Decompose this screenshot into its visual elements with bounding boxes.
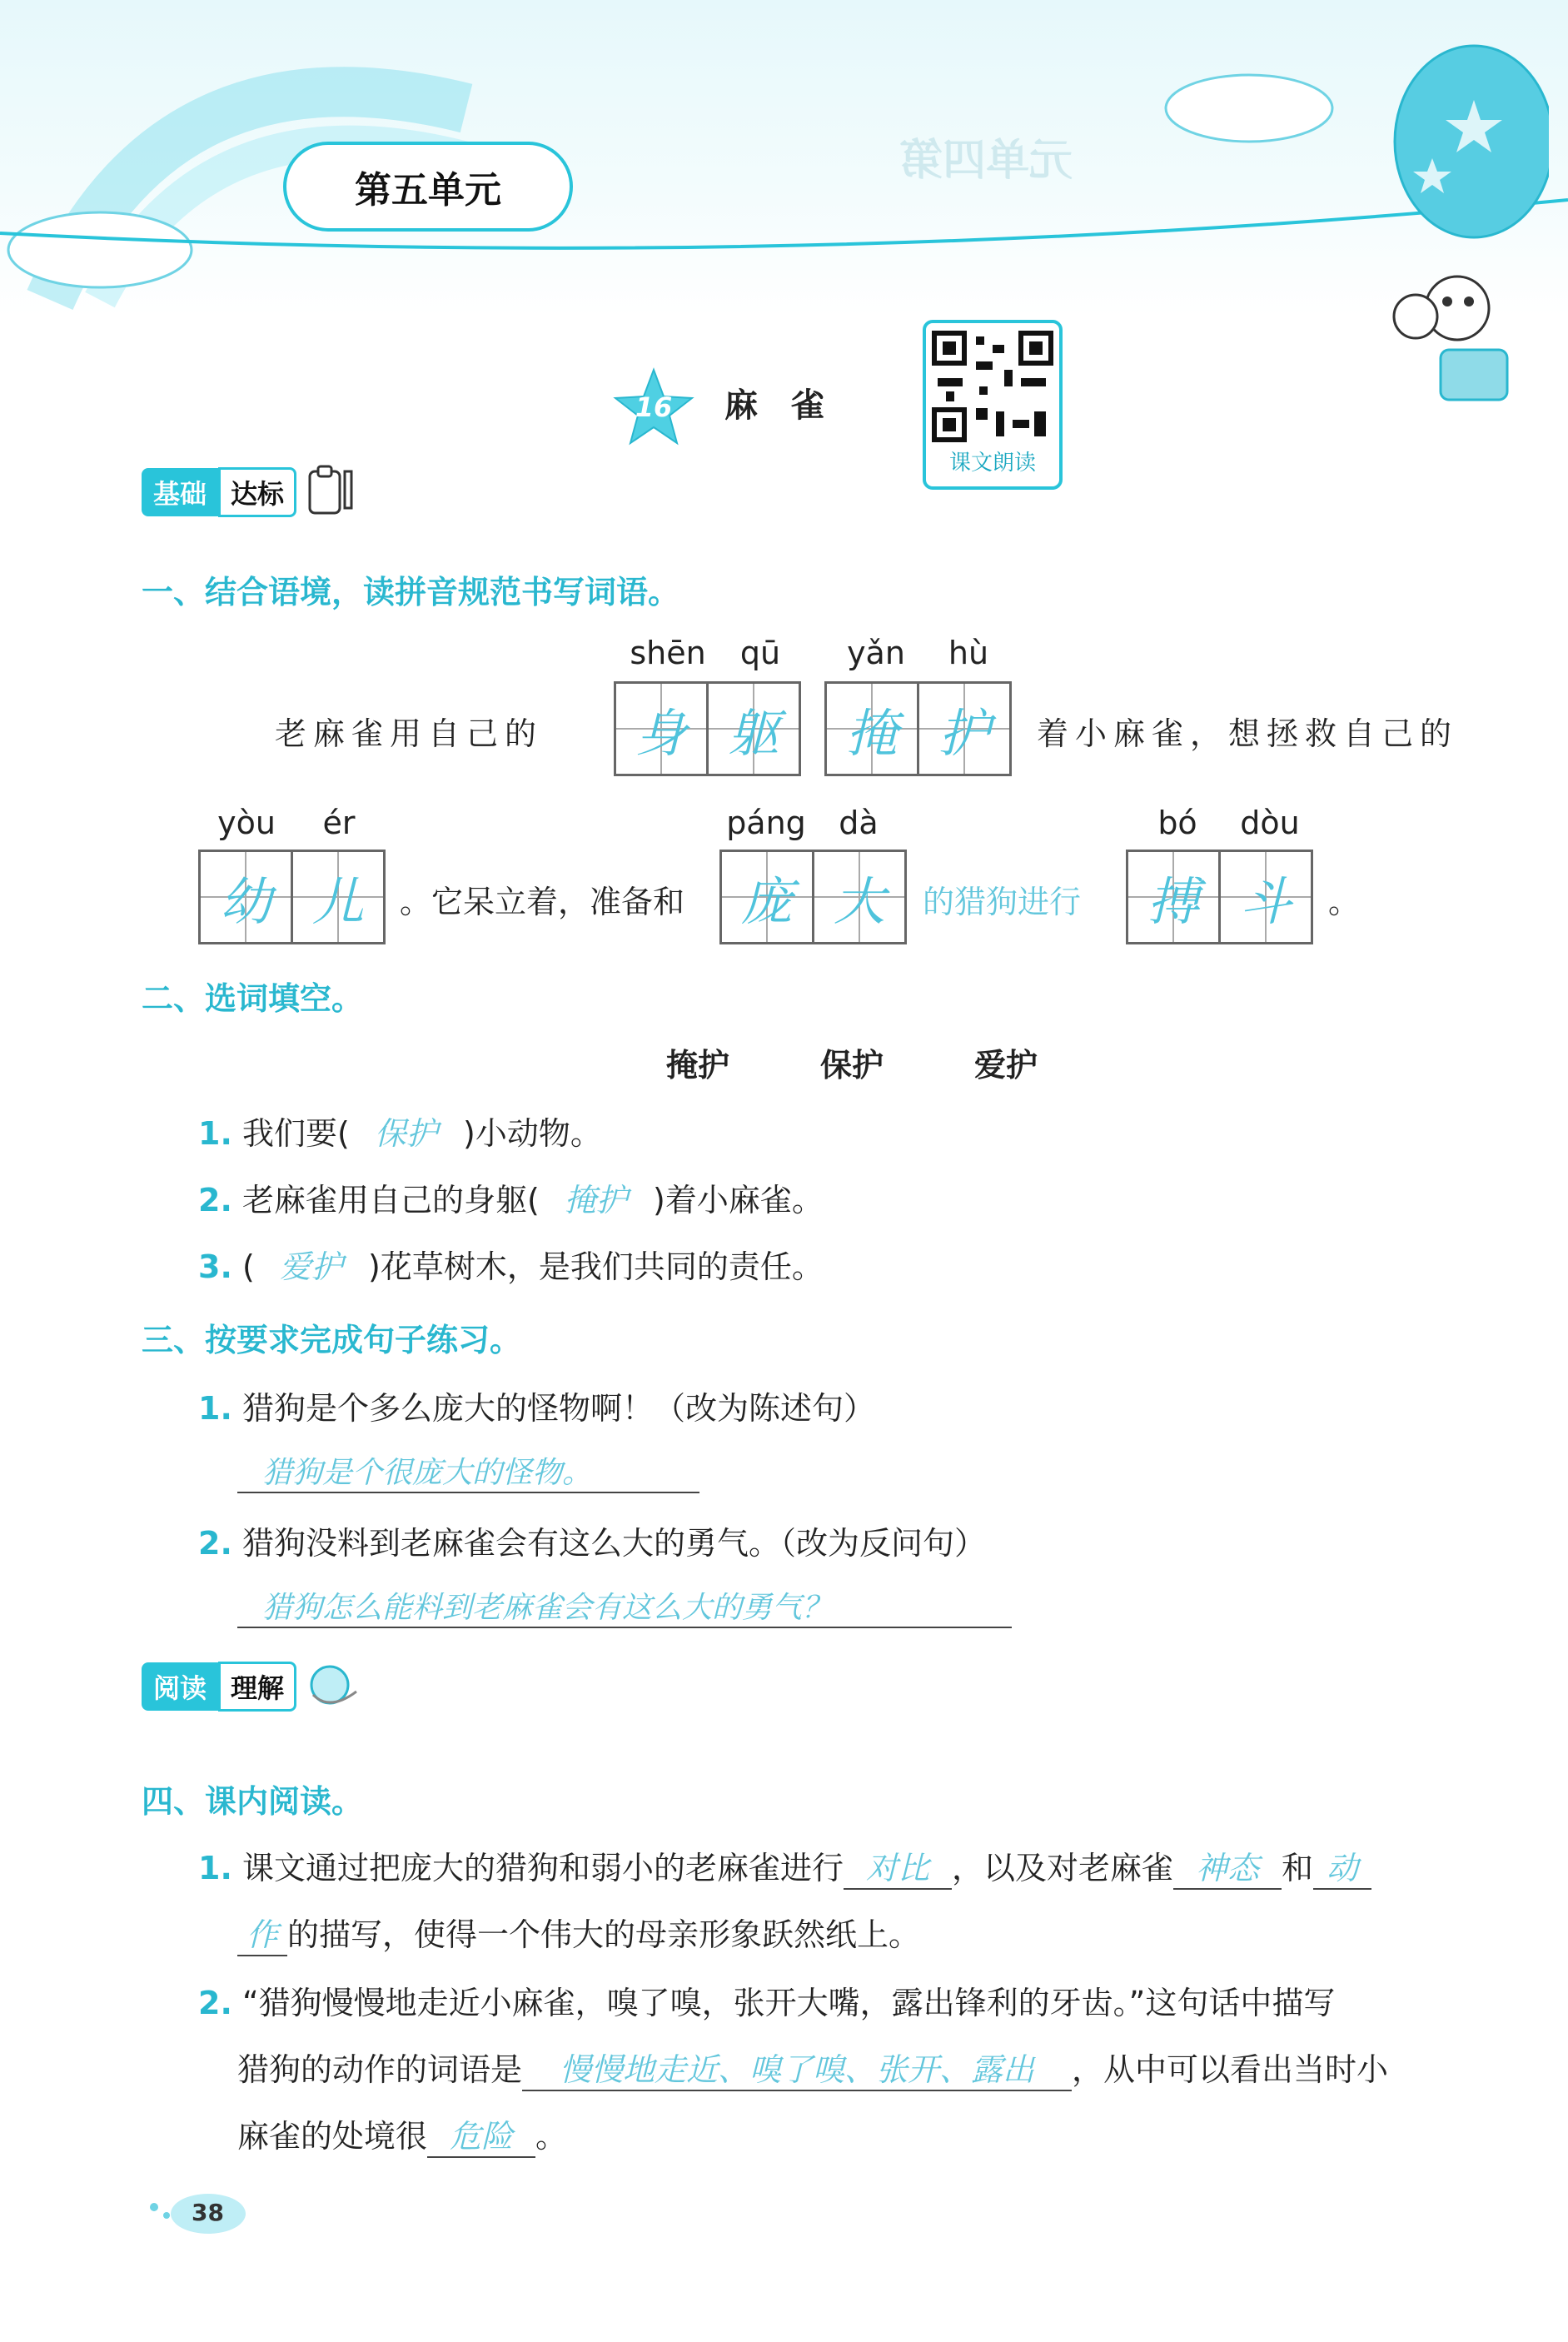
q2-answer-1: 保护 xyxy=(374,1115,438,1152)
word-grid-youer xyxy=(198,850,386,944)
word-grid-pangda xyxy=(719,850,907,944)
page-number: 38 xyxy=(192,2199,224,2226)
lesson-title: 麻雀 xyxy=(724,386,858,425)
q4-item-1-line2: 作 的描写，使得一个伟大的母亲形象跃然纸上。 xyxy=(237,1909,920,1956)
globe-icon xyxy=(306,1662,365,1712)
answer-char-you: 幼 xyxy=(219,870,271,932)
q2-item-2: 2. 老麻雀用自己的身躯( 掩护 )着小麻雀。 xyxy=(198,1182,824,1218)
choice-yanhu: 掩护 xyxy=(666,1047,730,1084)
q1-line2-mid2: 的猎狗进行 xyxy=(923,884,1082,920)
faded-unit-title: 元单四第 xyxy=(899,136,1073,186)
pinyin-yan: yǎn xyxy=(847,635,905,671)
pinyin-dou: dòu xyxy=(1240,805,1300,841)
answer-char-yan: 掩 xyxy=(845,702,898,764)
section-tag-reading xyxy=(142,1662,365,1712)
q4-answer-danger: 危险 xyxy=(427,2110,535,2158)
q4-item-2-line2: 猎狗的动作的词语是 慢慢地走近、嗅了嗅、张开、露出 ，从中可以看出当时小 xyxy=(237,2044,1388,2091)
answer-char-pang: 庞 xyxy=(740,870,793,932)
q4-answer-action-part2: 作 xyxy=(237,1909,287,1956)
pinyin-you: yòu xyxy=(217,805,276,841)
q1-line1-mid: 着小麻雀，想拯救自己的 xyxy=(1037,715,1459,752)
qr-code-icon xyxy=(929,328,1056,445)
pinyin-da: dà xyxy=(839,805,879,841)
balloon-illustration xyxy=(1382,33,1549,425)
q3-item-2: 2. 猎狗没料到老麻雀会有这么大的勇气。（改为反问句） xyxy=(198,1525,986,1562)
word-grid-yanhu xyxy=(824,681,1012,776)
answer-char-er: 儿 xyxy=(311,870,364,932)
q4-answer-action-part1: 动 xyxy=(1313,1842,1371,1890)
section-tag-reading-dark: 阅读 xyxy=(142,1662,218,1711)
word-grid-shenqu xyxy=(614,681,801,776)
q1-line2-end: 。 xyxy=(1328,884,1361,920)
q4-item-1-line1: 1. 课文通过把庞大的猎狗和弱小的老麻雀进行 对比 ，以及对老麻雀 神态 和 动 xyxy=(198,1842,1371,1890)
q4-answer-contrast: 对比 xyxy=(844,1842,952,1890)
pinyin-shen: shēn xyxy=(630,635,706,671)
section-tag-basic-light: 达标 xyxy=(218,467,296,517)
q2-item-1: 1. 我们要( 保护 )小动物。 xyxy=(198,1115,602,1152)
q3-answer-2: 猎狗怎么能料到老麻雀会有这么大的勇气？ xyxy=(237,1584,1012,1628)
section-tag-basic-dark: 基础 xyxy=(142,468,218,516)
q4-item-2-line1: 2. “猎狗慢慢地走近小麻雀，嗅了嗅，张开大嘴，露出锋利的牙齿。”这句话中描写 xyxy=(198,1985,1336,2021)
q1-heading: 一、结合语境，读拼音规范书写词语。 xyxy=(142,574,680,610)
pinyin-hu: hù xyxy=(948,635,989,671)
q2-heading: 二、选词填空。 xyxy=(142,980,364,1017)
qr-label: 课文朗读 xyxy=(948,451,1036,476)
q1-line2-mid1: 。它呆立着，准备和 xyxy=(400,884,685,920)
clipboard-pencil-icon xyxy=(306,463,356,521)
q4-item-2-line3: 麻雀的处境很 危险 。 xyxy=(237,2110,567,2158)
q1-line1-prefix: 老麻雀用自己的 xyxy=(275,715,544,752)
q2-item-3: 3. ( 爱护 )花草树木，是我们共同的责任。 xyxy=(198,1248,824,1285)
word-grid-bodou xyxy=(1126,850,1313,944)
choice-baohu: 保护 xyxy=(820,1047,884,1084)
q3-answer-1: 猎狗是个很庞大的怪物。 xyxy=(237,1449,699,1493)
section-tag-reading-light: 理解 xyxy=(218,1662,296,1712)
answer-char-shen: 身 xyxy=(635,702,687,764)
q2-answer-2: 掩护 xyxy=(564,1182,628,1218)
answer-char-hu: 护 xyxy=(938,702,990,764)
rainbow-decoration xyxy=(0,0,1568,316)
unit-title: 第五单元 xyxy=(283,142,573,232)
q2-answer-3: 爱护 xyxy=(279,1248,343,1285)
q3-heading: 三、按要求完成句子练习。 xyxy=(142,1322,522,1358)
q4-heading: 四、课内阅读。 xyxy=(142,1783,364,1820)
pinyin-pang: páng xyxy=(726,805,806,841)
lesson-number: 16 xyxy=(635,391,673,423)
pinyin-bo: bó xyxy=(1157,805,1197,841)
pinyin-qu: qū xyxy=(739,635,781,671)
choice-aihu: 爱护 xyxy=(974,1047,1038,1084)
q4-answer-expression: 神态 xyxy=(1173,1842,1282,1890)
answer-char-dou: 斗 xyxy=(1239,870,1292,932)
q3-item-1: 1. 猎狗是个多么庞大的怪物啊！（改为陈述句） xyxy=(198,1390,875,1427)
answer-char-qu: 躯 xyxy=(727,702,779,764)
answer-char-bo: 搏 xyxy=(1147,870,1199,932)
q4-answer-actions: 慢慢地走近、嗅了嗅、张开、露出 xyxy=(522,2044,1072,2091)
answer-char-da: 大 xyxy=(833,870,885,932)
pinyin-er: ér xyxy=(322,805,356,841)
section-tag-basic xyxy=(142,463,356,521)
